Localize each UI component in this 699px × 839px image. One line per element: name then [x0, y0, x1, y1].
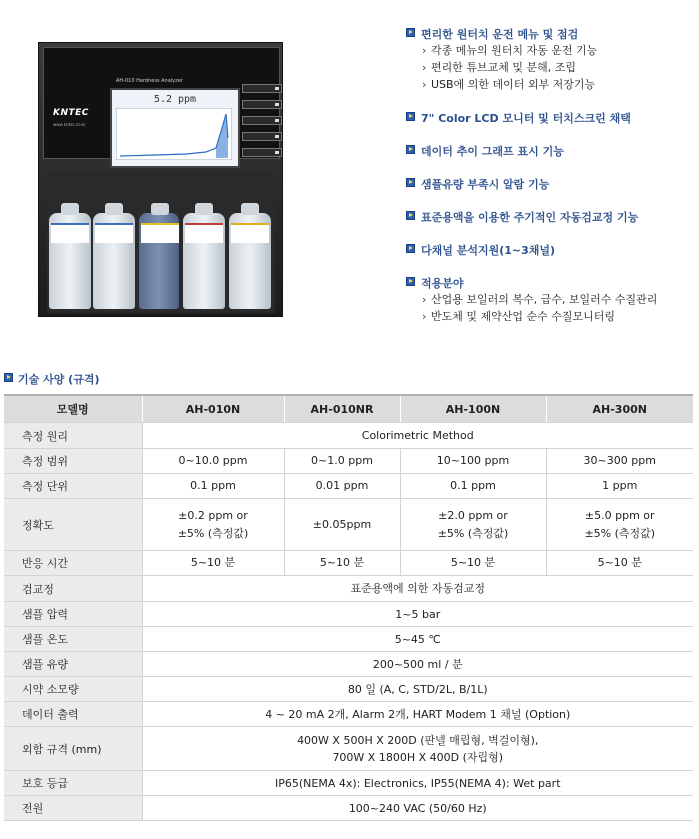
reagent-bottle — [229, 213, 271, 309]
reagent-bottles — [47, 173, 275, 313]
feature-item — [405, 110, 631, 126]
table-cell: 100~240 VAC (50/60 Hz) — [142, 796, 693, 821]
product-photo — [38, 42, 283, 317]
table-cell: 0.1 ppm — [142, 474, 284, 499]
feature-item — [405, 209, 638, 225]
bullet-arrow-icon — [406, 28, 415, 37]
table-cell: 5~45 ℃ — [142, 627, 693, 652]
feature-item — [405, 143, 564, 159]
table-cell: 4 ~ 20 mA 2개, Alarm 2개, HART Modem 1 채널 (Option) — [142, 702, 693, 727]
row-label: 반응 시간 — [4, 551, 142, 576]
table-cell: 200~500 ml / 분 — [142, 652, 693, 677]
row-label: 보호 등급 — [4, 771, 142, 796]
reagent-bottle — [93, 213, 135, 309]
lcd-screen — [110, 88, 240, 168]
feature-item — [405, 176, 549, 192]
model-label: AH-010 Hardness Analyzer — [116, 78, 183, 84]
table-cell: 400W X 500H X 200D (판넬 매립형, 벽걸이형), 700W X 1800H X 400D (자립형) — [142, 727, 693, 771]
row-label: 측정 원리 — [4, 423, 142, 449]
table-header-row — [4, 395, 693, 423]
feature-title: 다채널 분석지원(1~3채널) — [421, 244, 556, 257]
table-row — [4, 727, 693, 771]
feature-sub: › 각종 메뉴의 원터치 자동 운전 기능 — [405, 42, 597, 59]
row-label: 데이터 출력 — [4, 702, 142, 727]
table-row — [4, 796, 693, 821]
reagent-bottle — [183, 213, 225, 309]
table-row — [4, 474, 693, 499]
feature-title: 표준용액을 이용한 주기적인 자동검교정 기능 — [421, 211, 639, 224]
bullet-arrow-icon — [406, 112, 415, 121]
table-cell: Colorimetric Method — [142, 423, 693, 449]
table-cell: ±2.0 ppm or ±5% (측정값) — [400, 499, 546, 551]
row-label: 검교정 — [4, 576, 142, 602]
table-cell: 30~300 ppm — [546, 449, 693, 474]
bullet-arrow-icon — [406, 277, 415, 286]
spec-title: 기술 사양 (규격) — [18, 373, 100, 386]
table-row — [4, 652, 693, 677]
table-cell: 1 ppm — [546, 474, 693, 499]
table-row — [4, 449, 693, 474]
row-label: 측정 단위 — [4, 474, 142, 499]
table-row — [4, 771, 693, 796]
panel-button-5 — [242, 148, 282, 157]
feature-item — [405, 26, 597, 93]
header-cell: 모델명 — [4, 395, 142, 423]
table-cell: ±5.0 ppm or ±5% (측정값) — [546, 499, 693, 551]
panel-button-1 — [242, 84, 282, 93]
table-row — [4, 677, 693, 702]
feature-sub: › 반도체 및 제약산업 순수 수질모니터링 — [405, 308, 657, 325]
panel-button-4 — [242, 132, 282, 141]
spec-table — [4, 394, 693, 821]
table-cell: 0~10.0 ppm — [142, 449, 284, 474]
row-label: 샘플 온도 — [4, 627, 142, 652]
bullet-arrow-icon — [4, 373, 13, 382]
row-label: 정확도 — [4, 499, 142, 551]
row-label: 측정 범위 — [4, 449, 142, 474]
bullet-arrow-icon — [406, 244, 415, 253]
header-cell: AH-010NR — [284, 395, 400, 423]
section-title — [4, 371, 99, 387]
feature-title: 적용분야 — [421, 277, 464, 290]
feature-item — [405, 242, 555, 258]
feature-title: 편리한 원터치 운전 메뉴 및 점검 — [421, 28, 579, 41]
table-cell: 5~10 분 — [284, 551, 400, 576]
reagent-bottle — [139, 213, 179, 309]
bullet-arrow-icon — [406, 178, 415, 187]
table-row — [4, 627, 693, 652]
row-label: 외함 규격 (mm) — [4, 727, 142, 771]
feature-sub: › 산업용 보일러의 복수, 급수, 보일러수 수질관리 — [405, 291, 657, 308]
lcd-reading: 5.2 ppm — [153, 94, 197, 105]
table-cell: 1~5 bar — [142, 602, 693, 627]
table-row — [4, 702, 693, 727]
bullet-arrow-icon — [406, 145, 415, 154]
feature-title: 7" Color LCD 모니터 및 터치스크린 채택 — [421, 112, 631, 125]
table-row — [4, 551, 693, 576]
table-cell: 0~1.0 ppm — [284, 449, 400, 474]
reagent-bottle — [49, 213, 91, 309]
brand-url: www.kntec.co.kr — [53, 122, 86, 127]
row-label: 전원 — [4, 796, 142, 821]
bullet-arrow-icon — [406, 211, 415, 220]
table-cell: 80 일 (A, C, STD/2L, B/1L) — [142, 677, 693, 702]
row-label: 시약 소모량 — [4, 677, 142, 702]
header-cell: AH-300N — [546, 395, 693, 423]
table-row — [4, 602, 693, 627]
table-cell: 5~10 분 — [142, 551, 284, 576]
table-row — [4, 423, 693, 449]
feature-title: 샘플유량 부족시 알람 기능 — [421, 178, 550, 191]
table-row — [4, 499, 693, 551]
panel-button-2 — [242, 100, 282, 109]
table-cell: ±0.05ppm — [284, 499, 400, 551]
header-cell: AH-100N — [400, 395, 546, 423]
analyzer-panel — [43, 47, 280, 159]
table-cell: 5~10 분 — [400, 551, 546, 576]
brand-logo: KNTEC — [53, 108, 89, 118]
table-row — [4, 576, 693, 602]
feature-title: 데이터 추이 그래프 표시 기능 — [421, 145, 564, 158]
table-cell: 0.1 ppm — [400, 474, 546, 499]
table-cell: 5~10 분 — [546, 551, 693, 576]
table-cell: ±0.2 ppm or ±5% (측정값) — [142, 499, 284, 551]
table-cell: 10~100 ppm — [400, 449, 546, 474]
row-label: 샘플 압력 — [4, 602, 142, 627]
feature-item — [405, 275, 657, 325]
row-label: 샘플 유량 — [4, 652, 142, 677]
table-cell: 표준용액에 의한 자동검교정 — [142, 576, 693, 602]
header-cell: AH-010N — [142, 395, 284, 423]
trend-graph-icon — [116, 108, 232, 160]
feature-sub: › USB에 의한 데이터 외부 저장기능 — [405, 76, 597, 93]
feature-sub: › 편리한 튜브교체 및 분해, 조립 — [405, 59, 597, 76]
table-cell: IP65(NEMA 4x): Electronics, IP55(NEMA 4): Wet part — [142, 771, 693, 796]
panel-button-3 — [242, 116, 282, 125]
table-cell: 0.01 ppm — [284, 474, 400, 499]
